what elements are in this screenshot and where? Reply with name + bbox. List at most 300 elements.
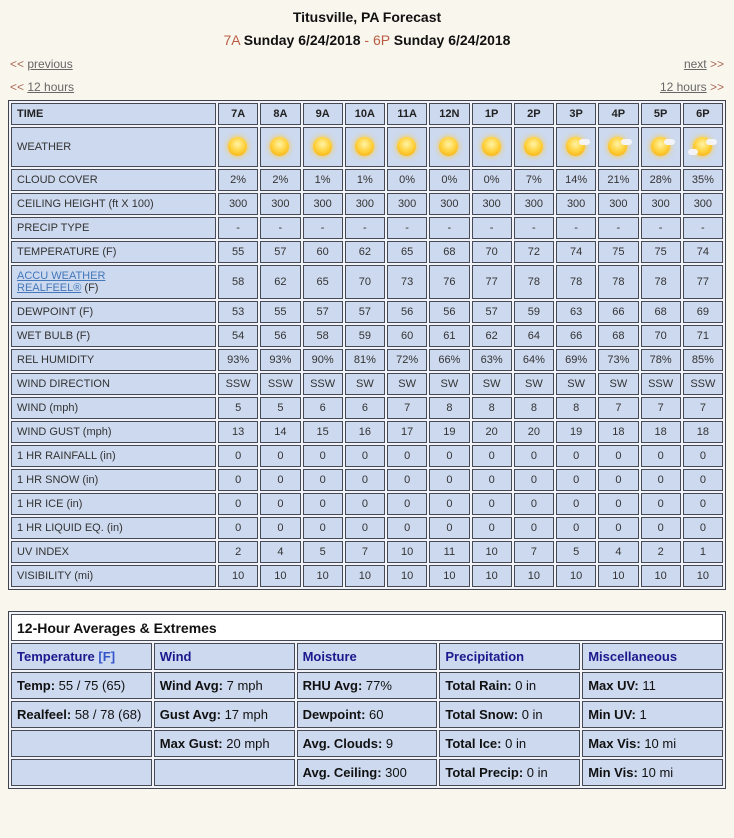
weather-cell <box>345 127 385 167</box>
wind-gust-mph-value-cell: 19 <box>429 421 469 443</box>
summary-cell-min-uv: Min UV: 1 <box>582 701 723 728</box>
rel-humidity-value-cell: 90% <box>303 349 343 371</box>
cloud-cover-value-cell: 35% <box>683 169 723 191</box>
realfeel-value-cell: 76 <box>429 265 469 299</box>
weather-cell <box>472 127 512 167</box>
1-hr-rainfall-in-value-cell: 0 <box>472 445 512 467</box>
wind-direction-value-cell: SSW <box>641 373 681 395</box>
1-hr-rainfall-in-value-cell: 0 <box>429 445 469 467</box>
weather-cell <box>556 127 596 167</box>
1-hr-ice-in-value-cell: 0 <box>387 493 427 515</box>
summary-header-text: Precipitation <box>445 649 525 664</box>
time-column-7a: 7A <box>218 103 258 125</box>
rel-humidity-value-cell: 81% <box>345 349 385 371</box>
sunny-icon <box>395 135 419 159</box>
row-label-wet-bulb-f: WET BULB (F) <box>11 325 216 347</box>
wet-bulb-f-value-cell: 71 <box>683 325 723 347</box>
wet-bulb-f-value-cell: 68 <box>598 325 638 347</box>
wet-bulb-f-value-cell: 58 <box>303 325 343 347</box>
ceiling-height-ft-x-100-value-cell: 300 <box>514 193 554 215</box>
dewpoint-f-value-cell: 69 <box>683 301 723 323</box>
summary-cell-label: Avg. Ceiling: <box>302 765 382 780</box>
visibility-mi-value-cell: 10 <box>218 565 258 587</box>
wind-direction-value-cell: SW <box>387 373 427 395</box>
visibility-mi-value-cell: 10 <box>429 565 469 587</box>
1-hr-liquid-eq-in-value-cell: 0 <box>429 517 469 539</box>
wind-mph-value-cell: 7 <box>598 397 638 419</box>
row-label-wind-mph: WIND (mph) <box>11 397 216 419</box>
1-hr-snow-in-value-cell: 0 <box>556 469 596 491</box>
wind-mph-value-cell: 7 <box>641 397 681 419</box>
summary-cell-empty <box>11 730 152 757</box>
row-1-hr-liquid-eq-in <box>11 517 723 539</box>
1-hr-ice-in-value-cell: 0 <box>472 493 512 515</box>
wet-bulb-f-value-cell: 64 <box>514 325 554 347</box>
time-column-12n: 12N <box>429 103 469 125</box>
row-accuweather-realfeel <box>11 265 723 299</box>
mostly-sunny-icon <box>564 135 588 159</box>
summary-cell-max-gust: Max Gust: 20 mph <box>154 730 295 757</box>
cloud-cover-value-cell: 1% <box>303 169 343 191</box>
summary-cell-label: Total Rain: <box>445 678 512 693</box>
wind-direction-value-cell: SW <box>472 373 512 395</box>
dewpoint-f-value-cell: 66 <box>598 301 638 323</box>
weather-cell <box>598 127 638 167</box>
time-column-6p: 6P <box>683 103 723 125</box>
uv-index-value-cell: 2 <box>218 541 258 563</box>
wind-direction-value-cell: SSW <box>683 373 723 395</box>
summary-cell-total-snow: Total Snow: 0 in <box>439 701 580 728</box>
dewpoint-f-value-cell: 57 <box>303 301 343 323</box>
row-wind-direction <box>11 373 723 395</box>
1-hr-ice-in-value-cell: 0 <box>303 493 343 515</box>
row-label-ceiling-height-ft-x-100: CEILING HEIGHT (ft X 100) <box>11 193 216 215</box>
1-hr-ice-in-value-cell: 0 <box>345 493 385 515</box>
time-column-1p: 1P <box>472 103 512 125</box>
next-link-group <box>684 57 724 71</box>
rel-humidity-value-cell: 72% <box>387 349 427 371</box>
row-cloud-cover <box>11 169 723 191</box>
1-hr-rainfall-in-value-cell: 0 <box>345 445 385 467</box>
visibility-mi-value-cell: 10 <box>345 565 385 587</box>
summary-title: 12-Hour Averages & Extremes <box>11 614 723 641</box>
summary-data-row <box>11 759 723 786</box>
temperature-f-value-cell: 75 <box>641 241 681 263</box>
1-hr-snow-in-value-cell: 0 <box>598 469 638 491</box>
summary-header-text: Miscellaneous <box>588 649 678 664</box>
row-1-hr-rainfall-in <box>11 445 723 467</box>
row-label-temperature-f: TEMPERATURE (F) <box>11 241 216 263</box>
summary-cell-label: Total Snow: <box>445 707 519 722</box>
summary-header-moisture <box>297 643 438 670</box>
wind-direction-value-cell: SW <box>345 373 385 395</box>
rel-humidity-value-cell: 63% <box>472 349 512 371</box>
summary-cell-wind-avg: Wind Avg: 7 mph <box>154 672 295 699</box>
sunny-icon <box>353 135 377 159</box>
1-hr-ice-in-value-cell: 0 <box>683 493 723 515</box>
row-rel-humidity <box>11 349 723 371</box>
wind-gust-mph-value-cell: 20 <box>514 421 554 443</box>
temperature-f-value-cell: 74 <box>556 241 596 263</box>
weather-cell <box>641 127 681 167</box>
sunny-icon <box>226 135 250 159</box>
rel-humidity-value-cell: 93% <box>218 349 258 371</box>
realfeel-value-cell: 58 <box>218 265 258 299</box>
wind-mph-value-cell: 7 <box>683 397 723 419</box>
row-1-hr-ice-in <box>11 493 723 515</box>
weather-cell <box>303 127 343 167</box>
1-hr-snow-in-value-cell: 0 <box>260 469 300 491</box>
wet-bulb-f-value-cell: 59 <box>345 325 385 347</box>
row-label-visibility-mi: VISIBILITY (mi) <box>11 565 216 587</box>
mostly-sunny-icon <box>606 135 630 159</box>
row-label-uv-index: UV INDEX <box>11 541 216 563</box>
wind-mph-value-cell: 8 <box>514 397 554 419</box>
summary-section <box>0 611 734 789</box>
1-hr-rainfall-in-value-cell: 0 <box>556 445 596 467</box>
summary-header-temperature <box>11 643 152 670</box>
row-precip-type <box>11 217 723 239</box>
1-hr-ice-in-value-cell: 0 <box>514 493 554 515</box>
visibility-mi-value-cell: 10 <box>260 565 300 587</box>
realfeel-value-cell: 65 <box>303 265 343 299</box>
nav-row-day <box>0 57 734 71</box>
row-label-1-hr-snow-in: 1 HR SNOW (in) <box>11 469 216 491</box>
ceiling-height-ft-x-100-value-cell: 300 <box>429 193 469 215</box>
summary-cell-total-precip: Total Precip: 0 in <box>439 759 580 786</box>
wet-bulb-f-value-cell: 56 <box>260 325 300 347</box>
summary-cell-label: Dewpoint: <box>302 707 366 722</box>
ceiling-height-ft-x-100-value-cell: 300 <box>556 193 596 215</box>
ceiling-height-ft-x-100-value-cell: 300 <box>260 193 300 215</box>
weather-cell <box>514 127 554 167</box>
ceiling-height-ft-x-100-value-cell: 300 <box>303 193 343 215</box>
weather-cell <box>260 127 300 167</box>
ceiling-height-ft-x-100-value-cell: 300 <box>598 193 638 215</box>
1-hr-snow-in-value-cell: 0 <box>514 469 554 491</box>
time-column-2p: 2P <box>514 103 554 125</box>
accuweather-link[interactable]: ACCU WEATHER <box>17 270 106 282</box>
1-hr-liquid-eq-in-value-cell: 0 <box>641 517 681 539</box>
left-arrows-icon: << <box>10 80 25 94</box>
1-hr-liquid-eq-in-value-cell: 0 <box>303 517 343 539</box>
rel-humidity-value-cell: 78% <box>641 349 681 371</box>
temperature-f-value-cell: 72 <box>514 241 554 263</box>
uv-index-value-cell: 5 <box>303 541 343 563</box>
time-column-4p: 4P <box>598 103 638 125</box>
1-hr-rainfall-in-value-cell: 0 <box>218 445 258 467</box>
mostly-sunny-icon <box>649 135 673 159</box>
wind-gust-mph-value-cell: 20 <box>472 421 512 443</box>
next-link[interactable]: next <box>683 57 707 71</box>
weather-cell <box>429 127 469 167</box>
weather-cell <box>218 127 258 167</box>
realfeel-value-cell: 77 <box>472 265 512 299</box>
visibility-mi-value-cell: 10 <box>641 565 681 587</box>
1-hr-snow-in-value-cell: 0 <box>303 469 343 491</box>
sunny-icon <box>522 135 546 159</box>
precip-type-value-cell: - <box>514 217 554 239</box>
temperature-f-value-cell: 57 <box>260 241 300 263</box>
right-arrows-icon: >> <box>709 57 724 71</box>
summary-cell-gust-avg: Gust Avg: 17 mph <box>154 701 295 728</box>
summary-cell-label: Wind Avg: <box>159 678 223 693</box>
cloud-cover-value-cell: 28% <box>641 169 681 191</box>
time-column-10a: 10A <box>345 103 385 125</box>
uv-index-value-cell: 2 <box>641 541 681 563</box>
dewpoint-f-value-cell: 53 <box>218 301 258 323</box>
visibility-mi-value-cell: 10 <box>683 565 723 587</box>
row-label-accuweather-realfeel <box>11 265 216 299</box>
summary-cell-label: RHU Avg: <box>302 678 363 693</box>
previous-link[interactable]: previous <box>27 57 73 71</box>
summary-header-wind <box>154 643 295 670</box>
temperature-f-value-cell: 75 <box>598 241 638 263</box>
1-hr-rainfall-in-value-cell: 0 <box>387 445 427 467</box>
precip-type-value-cell: - <box>472 217 512 239</box>
summary-cell-realfeel: Realfeel: 58 / 78 (68) <box>11 701 152 728</box>
precip-type-value-cell: - <box>260 217 300 239</box>
1-hr-liquid-eq-in-value-cell: 0 <box>387 517 427 539</box>
previous-link-group <box>10 57 73 71</box>
back-12-hours-link[interactable]: 12 hours <box>27 80 75 94</box>
row-dewpoint-f <box>11 301 723 323</box>
precip-type-value-cell: - <box>598 217 638 239</box>
summary-cell-label: Realfeel: <box>17 707 72 722</box>
wet-bulb-f-value-cell: 66 <box>556 325 596 347</box>
wind-direction-value-cell: SW <box>514 373 554 395</box>
1-hr-snow-in-value-cell: 0 <box>641 469 681 491</box>
precip-type-value-cell: - <box>387 217 427 239</box>
row-label-1-hr-liquid-eq-in: 1 HR LIQUID EQ. (in) <box>11 517 216 539</box>
wind-mph-value-cell: 6 <box>345 397 385 419</box>
summary-header-row <box>11 643 723 670</box>
row-label-1-hr-ice-in: 1 HR ICE (in) <box>11 493 216 515</box>
row-temperature-f <box>11 241 723 263</box>
1-hr-ice-in-value-cell: 0 <box>556 493 596 515</box>
summary-cell-label: Total Ice: <box>445 736 502 751</box>
wind-direction-value-cell: SW <box>429 373 469 395</box>
temperature-f-value-cell: 74 <box>683 241 723 263</box>
summary-cell-empty <box>11 759 152 786</box>
realfeel-value-cell: 78 <box>598 265 638 299</box>
cloud-cover-value-cell: 0% <box>472 169 512 191</box>
range-separator: - <box>364 32 370 48</box>
wind-mph-value-cell: 8 <box>472 397 512 419</box>
rel-humidity-value-cell: 69% <box>556 349 596 371</box>
ceiling-height-ft-x-100-value-cell: 300 <box>683 193 723 215</box>
rel-humidity-value-cell: 93% <box>260 349 300 371</box>
summary-header-text: Wind <box>159 649 192 664</box>
precip-type-value-cell: - <box>556 217 596 239</box>
visibility-mi-value-cell: 10 <box>387 565 427 587</box>
cloud-cover-value-cell: 2% <box>260 169 300 191</box>
dewpoint-f-value-cell: 63 <box>556 301 596 323</box>
summary-cell-rhu-avg: RHU Avg: 77% <box>297 672 438 699</box>
ceiling-height-ft-x-100-value-cell: 300 <box>641 193 681 215</box>
cloud-cover-value-cell: 0% <box>387 169 427 191</box>
range-end-date: Sunday 6/24/2018 <box>393 32 511 48</box>
uv-index-value-cell: 10 <box>387 541 427 563</box>
wind-direction-value-cell: SW <box>556 373 596 395</box>
dewpoint-f-value-cell: 57 <box>472 301 512 323</box>
row-label-1-hr-rainfall-in: 1 HR RAINFALL (in) <box>11 445 216 467</box>
time-column-8a: 8A <box>260 103 300 125</box>
summary-header-precipitation <box>439 643 580 670</box>
1-hr-snow-in-value-cell: 0 <box>472 469 512 491</box>
realfeel-link[interactable]: REALFEEL® <box>17 282 82 294</box>
temperature-f-value-cell: 68 <box>429 241 469 263</box>
1-hr-liquid-eq-in-value-cell: 0 <box>683 517 723 539</box>
summary-header-text: Moisture <box>302 649 357 664</box>
summary-cell-label: Temp: <box>17 678 56 693</box>
dewpoint-f-value-cell: 56 <box>429 301 469 323</box>
partly-sunny-icon <box>691 135 715 159</box>
wind-gust-mph-value-cell: 16 <box>345 421 385 443</box>
precip-type-value-cell: - <box>345 217 385 239</box>
1-hr-rainfall-in-value-cell: 0 <box>260 445 300 467</box>
1-hr-rainfall-in-value-cell: 0 <box>303 445 343 467</box>
summary-cell-temp: Temp: 55 / 75 (65) <box>11 672 152 699</box>
rel-humidity-value-cell: 64% <box>514 349 554 371</box>
range-start-date: Sunday 6/24/2018 <box>243 32 361 48</box>
wind-direction-value-cell: SSW <box>218 373 258 395</box>
uv-index-value-cell: 7 <box>345 541 385 563</box>
uv-index-value-cell: 1 <box>683 541 723 563</box>
uv-index-value-cell: 7 <box>514 541 554 563</box>
temperature-f-value-cell: 60 <box>303 241 343 263</box>
time-column-5p: 5P <box>641 103 681 125</box>
cloud-cover-value-cell: 0% <box>429 169 469 191</box>
temperature-f-value-cell: 70 <box>472 241 512 263</box>
uv-index-value-cell: 11 <box>429 541 469 563</box>
summary-cell-dewpoint: Dewpoint: 60 <box>297 701 438 728</box>
wind-gust-mph-value-cell: 19 <box>556 421 596 443</box>
wind-mph-value-cell: 5 <box>260 397 300 419</box>
precip-type-value-cell: - <box>683 217 723 239</box>
temperature-unit-link[interactable]: [F] <box>98 649 116 664</box>
summary-cell-total-ice: Total Ice: 0 in <box>439 730 580 757</box>
row-uv-index <box>11 541 723 563</box>
summary-cell-label: Min Vis: <box>588 765 638 780</box>
1-hr-liquid-eq-in-value-cell: 0 <box>260 517 300 539</box>
1-hr-liquid-eq-in-value-cell: 0 <box>472 517 512 539</box>
1-hr-rainfall-in-value-cell: 0 <box>514 445 554 467</box>
time-column-9a: 9A <box>303 103 343 125</box>
time-column-3p: 3P <box>556 103 596 125</box>
realfeel-value-cell: 62 <box>260 265 300 299</box>
1-hr-ice-in-value-cell: 0 <box>598 493 638 515</box>
row-ceiling-height-ft-x-100 <box>11 193 723 215</box>
summary-data-row <box>11 730 723 757</box>
realfeel-value-cell: 78 <box>556 265 596 299</box>
wind-gust-mph-value-cell: 15 <box>303 421 343 443</box>
forward-12-link-group <box>660 80 724 94</box>
row-label-rel-humidity: REL HUMIDITY <box>11 349 216 371</box>
summary-cell-max-uv: Max UV: 11 <box>582 672 723 699</box>
visibility-mi-value-cell: 10 <box>303 565 343 587</box>
ceiling-height-ft-x-100-value-cell: 300 <box>387 193 427 215</box>
row-label-weather: WEATHER <box>11 127 216 167</box>
uv-index-value-cell: 10 <box>472 541 512 563</box>
summary-cell-label: Avg. Clouds: <box>302 736 383 751</box>
summary-data-row <box>11 672 723 699</box>
ceiling-height-ft-x-100-value-cell: 300 <box>345 193 385 215</box>
row-wind-gust-mph <box>11 421 723 443</box>
dewpoint-f-value-cell: 57 <box>345 301 385 323</box>
1-hr-snow-in-value-cell: 0 <box>387 469 427 491</box>
sunny-icon <box>268 135 292 159</box>
range-end-time: 6P <box>372 32 390 48</box>
row-label-cloud-cover: CLOUD COVER <box>11 169 216 191</box>
wind-mph-value-cell: 8 <box>429 397 469 419</box>
1-hr-liquid-eq-in-value-cell: 0 <box>345 517 385 539</box>
right-arrows-icon: >> <box>709 80 724 94</box>
wind-gust-mph-value-cell: 18 <box>641 421 681 443</box>
row-label-dewpoint-f: DEWPOINT (F) <box>11 301 216 323</box>
1-hr-snow-in-value-cell: 0 <box>218 469 258 491</box>
wind-direction-value-cell: SSW <box>260 373 300 395</box>
wind-mph-value-cell: 7 <box>387 397 427 419</box>
sunny-icon <box>311 135 335 159</box>
row-1-hr-snow-in <box>11 469 723 491</box>
wet-bulb-f-value-cell: 70 <box>641 325 681 347</box>
1-hr-liquid-eq-in-value-cell: 0 <box>514 517 554 539</box>
realfeel-unit-suffix: (F) <box>81 282 99 294</box>
row-visibility-mi <box>11 565 723 587</box>
temperature-f-value-cell: 62 <box>345 241 385 263</box>
cloud-cover-value-cell: 2% <box>218 169 258 191</box>
nav-row-12hours <box>0 80 734 94</box>
back-12-link-group <box>10 80 74 94</box>
time-header-label: TIME <box>11 103 216 125</box>
summary-table <box>8 611 726 789</box>
dewpoint-f-value-cell: 55 <box>260 301 300 323</box>
summary-cell-total-rain: Total Rain: 0 in <box>439 672 580 699</box>
summary-data-row <box>11 701 723 728</box>
wind-gust-mph-value-cell: 18 <box>598 421 638 443</box>
precip-type-value-cell: - <box>218 217 258 239</box>
summary-title-row <box>11 614 723 641</box>
1-hr-rainfall-in-value-cell: 0 <box>683 445 723 467</box>
ceiling-height-ft-x-100-value-cell: 300 <box>218 193 258 215</box>
forward-12-hours-link[interactable]: 12 hours <box>659 80 707 94</box>
dewpoint-f-value-cell: 59 <box>514 301 554 323</box>
1-hr-ice-in-value-cell: 0 <box>260 493 300 515</box>
1-hr-snow-in-value-cell: 0 <box>429 469 469 491</box>
realfeel-value-cell: 78 <box>514 265 554 299</box>
summary-cell-label: Max Gust: <box>159 736 223 751</box>
summary-cell-label: Min UV: <box>588 707 636 722</box>
cloud-cover-value-cell: 7% <box>514 169 554 191</box>
wind-direction-value-cell: SSW <box>303 373 343 395</box>
temperature-f-value-cell: 65 <box>387 241 427 263</box>
forecast-range <box>0 32 734 48</box>
summary-header-miscellaneous <box>582 643 723 670</box>
summary-cell-label: Max Vis: <box>588 736 641 751</box>
row-wet-bulb-f <box>11 325 723 347</box>
dewpoint-f-value-cell: 68 <box>641 301 681 323</box>
sunny-icon <box>480 135 504 159</box>
wet-bulb-f-value-cell: 62 <box>472 325 512 347</box>
wind-gust-mph-value-cell: 14 <box>260 421 300 443</box>
wet-bulb-f-value-cell: 60 <box>387 325 427 347</box>
1-hr-liquid-eq-in-value-cell: 0 <box>218 517 258 539</box>
page-title: Titusville, PA Forecast <box>292 9 442 25</box>
forecast-table <box>8 100 726 590</box>
left-arrows-icon: << <box>10 57 25 71</box>
summary-cell-min-vis: Min Vis: 10 mi <box>582 759 723 786</box>
